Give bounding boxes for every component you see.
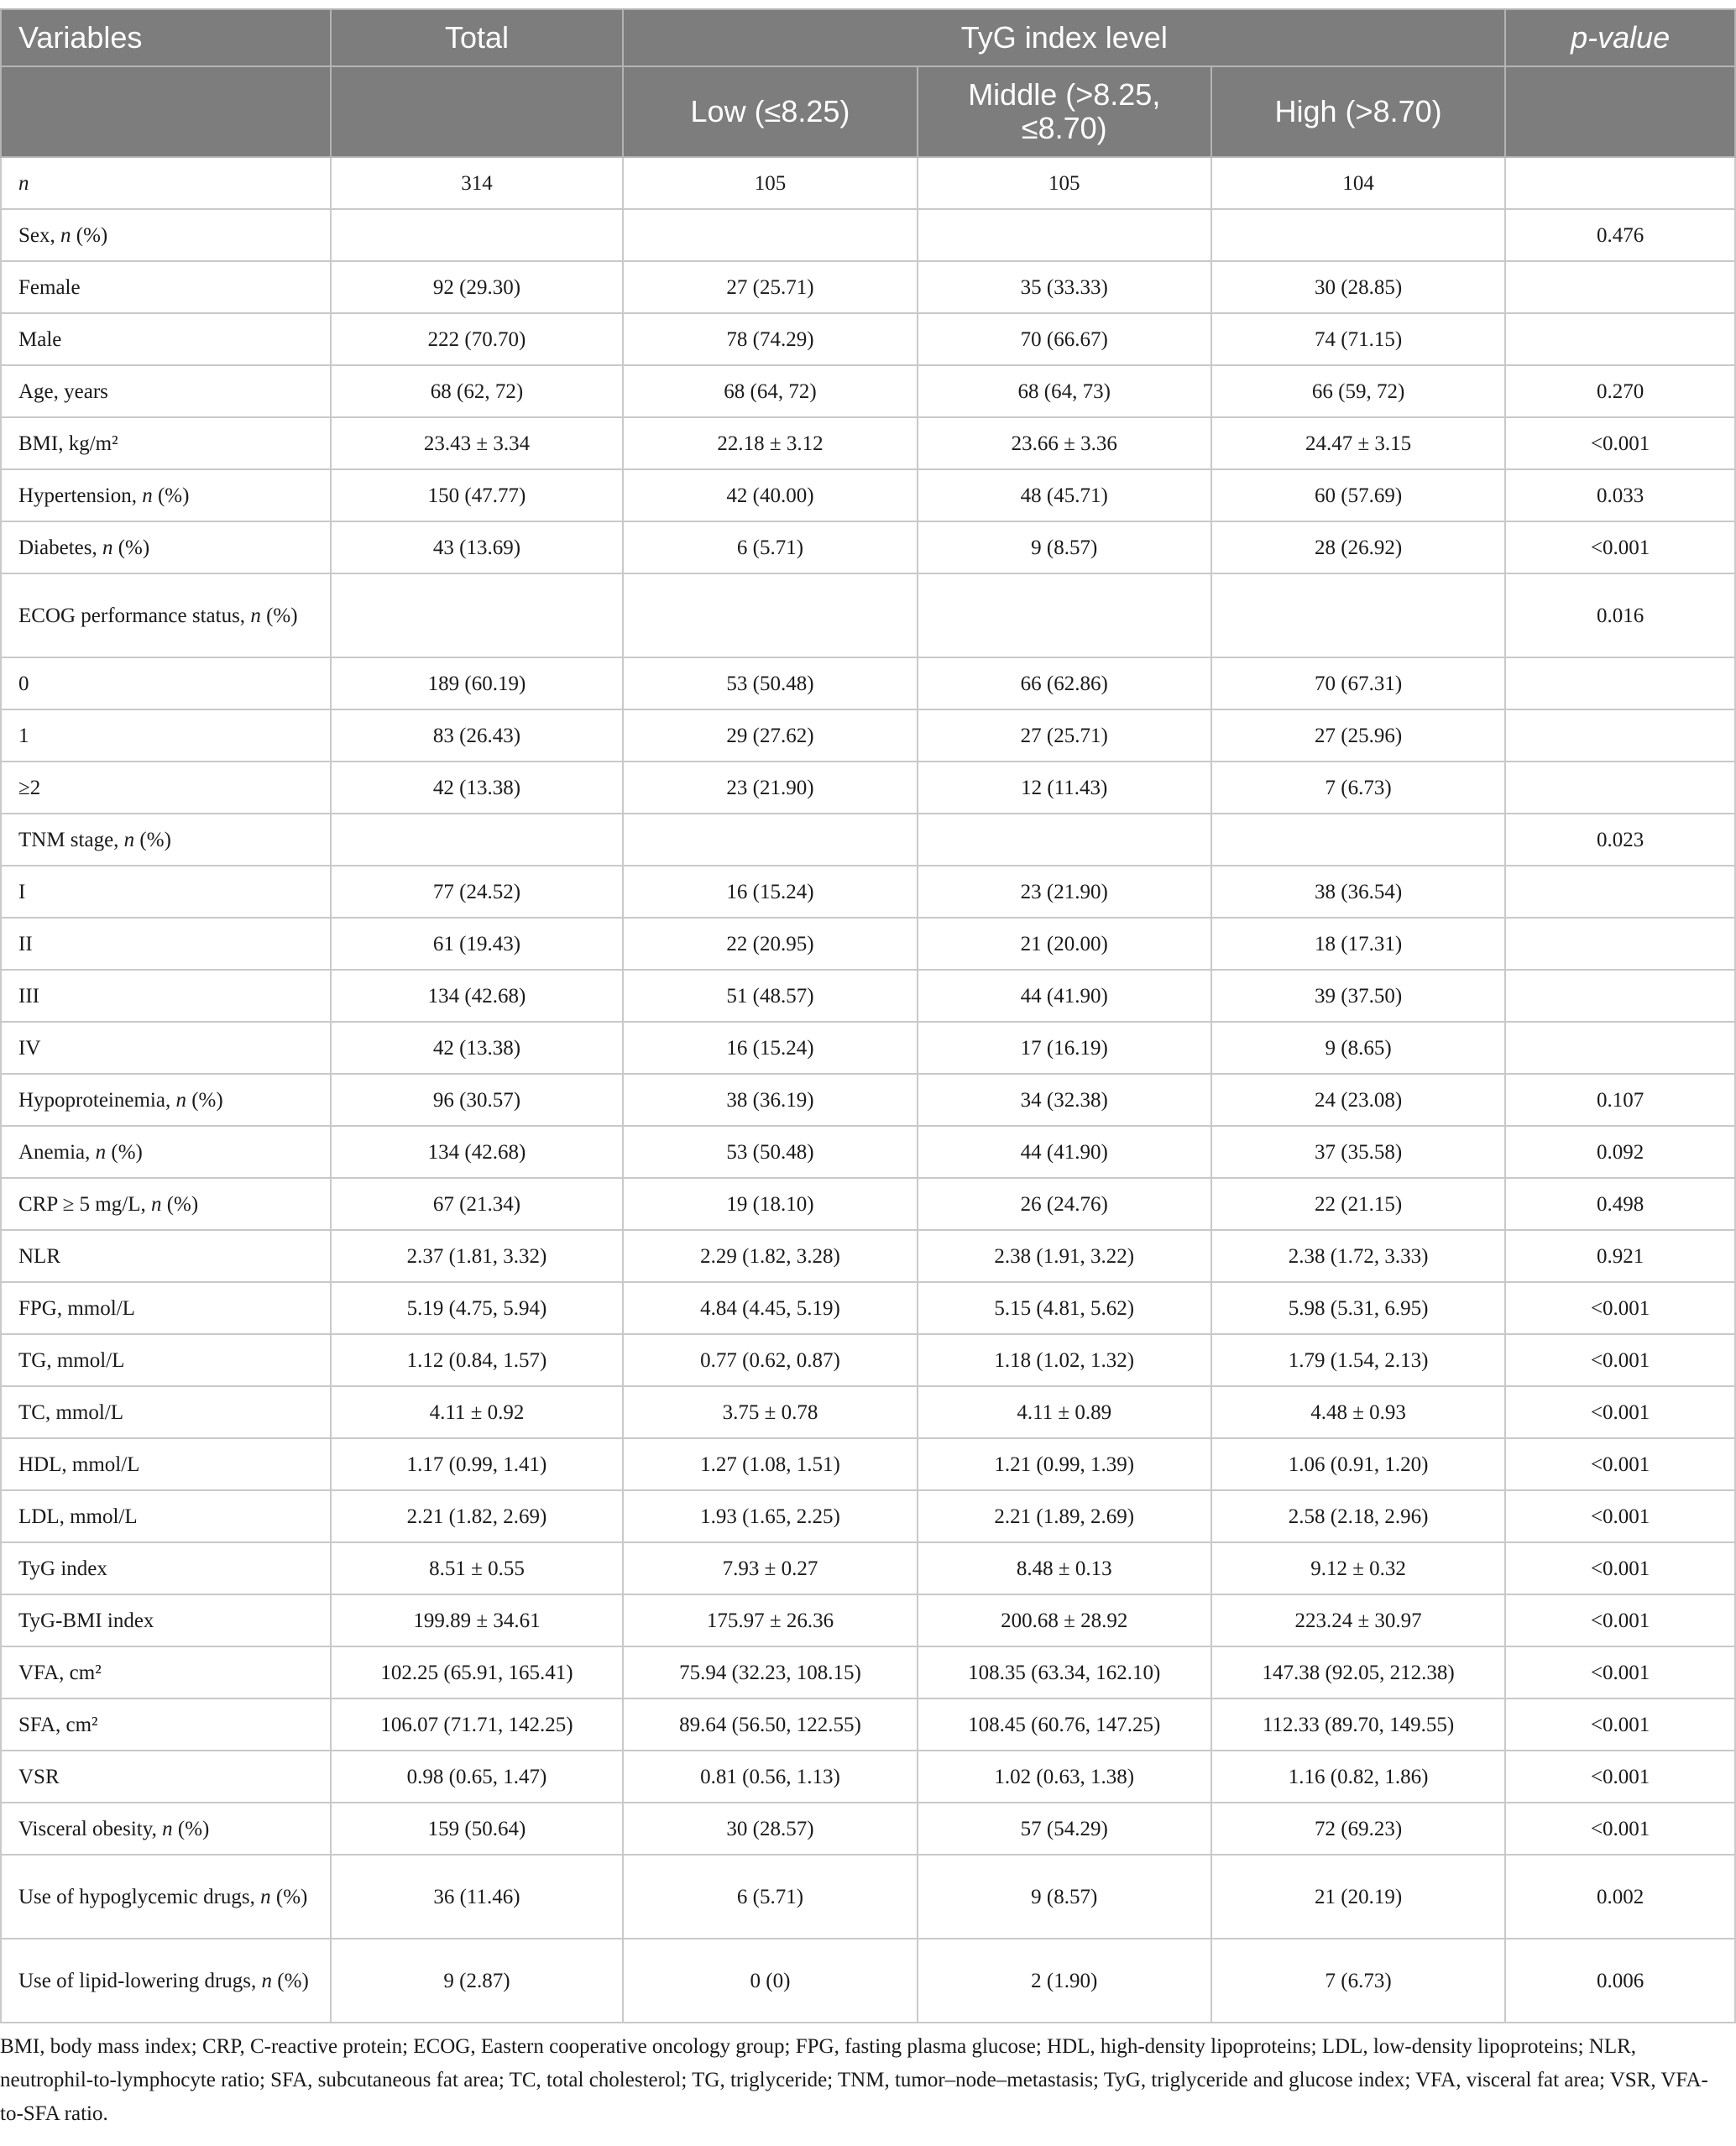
table-row: [1, 1074, 1735, 1126]
cell-high: [1211, 209, 1505, 261]
cell-p: <0.001: [1505, 1594, 1735, 1646]
cell-variable: Male: [1, 313, 331, 365]
cell-total: 9 (2.87): [331, 1939, 624, 2023]
cell-variable: Sex, n (%): [1, 209, 331, 261]
table-row: [1, 1386, 1735, 1438]
cell-variable: 0: [1, 657, 331, 709]
cell-variable: NLR: [1, 1230, 331, 1282]
table-row: [1, 814, 1735, 866]
cell-high: [1211, 814, 1505, 866]
cell-p: <0.001: [1505, 1646, 1735, 1698]
cell-high: 2.58 (2.18, 2.96): [1211, 1490, 1505, 1542]
table-row: [1, 1282, 1735, 1334]
table-row: [1, 417, 1735, 469]
cell-low: 6 (5.71): [623, 521, 917, 573]
cell-middle: 17 (16.19): [918, 1022, 1211, 1074]
table-row: [1, 1490, 1735, 1542]
cell-middle: 108.45 (60.76, 147.25): [918, 1698, 1211, 1751]
header-total: Total: [331, 9, 624, 66]
cell-p: [1505, 918, 1735, 970]
cell-total: 134 (42.68): [331, 970, 624, 1022]
cell-total: 36 (11.46): [331, 1855, 624, 1939]
cell-total: 2.21 (1.82, 2.69): [331, 1490, 624, 1542]
cell-middle: 200.68 ± 28.92: [918, 1594, 1211, 1646]
table-row: [1, 1646, 1735, 1698]
table-row: [1, 1855, 1735, 1939]
header-empty-p: [1505, 66, 1735, 157]
cell-p: 0.476: [1505, 209, 1735, 261]
cell-total: [331, 209, 624, 261]
cell-low: [623, 814, 917, 866]
cell-variable: TC, mmol/L: [1, 1386, 331, 1438]
cell-low: 175.97 ± 26.36: [623, 1594, 917, 1646]
header-low: Low (≤8.25): [623, 66, 917, 157]
cell-total: 43 (13.69): [331, 521, 624, 573]
cell-middle: 23 (21.90): [918, 866, 1211, 918]
cell-low: 16 (15.24): [623, 866, 917, 918]
table-row: [1, 1939, 1735, 2023]
cell-variable: IV: [1, 1022, 331, 1074]
cell-p: [1505, 970, 1735, 1022]
cell-high: 60 (57.69): [1211, 469, 1505, 521]
cell-p: [1505, 762, 1735, 814]
table-row: [1, 1438, 1735, 1490]
cell-middle: 48 (45.71): [918, 469, 1211, 521]
cell-middle: 8.48 ± 0.13: [918, 1542, 1211, 1594]
cell-total: 199.89 ± 34.61: [331, 1594, 624, 1646]
cell-variable: TNM stage, n (%): [1, 814, 331, 866]
cell-low: 19 (18.10): [623, 1178, 917, 1230]
cell-middle: 5.15 (4.81, 5.62): [918, 1282, 1211, 1334]
cell-variable: Visceral obesity, n (%): [1, 1803, 331, 1855]
cell-p: 0.498: [1505, 1178, 1735, 1230]
cell-high: 39 (37.50): [1211, 970, 1505, 1022]
cell-total: 1.12 (0.84, 1.57): [331, 1334, 624, 1386]
table-row: [1, 762, 1735, 814]
header-variables: Variables: [1, 9, 331, 66]
table-row: [1, 365, 1735, 417]
cell-variable: VSR: [1, 1751, 331, 1803]
cell-high: 223.24 ± 30.97: [1211, 1594, 1505, 1646]
cell-total: 42 (13.38): [331, 762, 624, 814]
cell-total: 222 (70.70): [331, 313, 624, 365]
cell-total: 96 (30.57): [331, 1074, 624, 1126]
cell-low: 78 (74.29): [623, 313, 917, 365]
cell-p: 0.107: [1505, 1074, 1735, 1126]
cell-high: 24.47 ± 3.15: [1211, 417, 1505, 469]
cell-variable: HDL, mmol/L: [1, 1438, 331, 1490]
cell-middle: [918, 573, 1211, 657]
cell-low: 105: [623, 157, 917, 209]
cell-high: 147.38 (92.05, 212.38): [1211, 1646, 1505, 1698]
cell-p: 0.092: [1505, 1126, 1735, 1178]
cell-variable: TyG-BMI index: [1, 1594, 331, 1646]
cell-low: 1.27 (1.08, 1.51): [623, 1438, 917, 1490]
cell-total: 4.11 ± 0.92: [331, 1386, 624, 1438]
cell-middle: 26 (24.76): [918, 1178, 1211, 1230]
cell-variable: CRP ≥ 5 mg/L, n (%): [1, 1178, 331, 1230]
cell-low: 89.64 (56.50, 122.55): [623, 1698, 917, 1751]
table-row: [1, 657, 1735, 709]
cell-total: 61 (19.43): [331, 918, 624, 970]
cell-p: <0.001: [1505, 521, 1735, 573]
cell-total: 314: [331, 157, 624, 209]
cell-total: 77 (24.52): [331, 866, 624, 918]
cell-high: [1211, 573, 1505, 657]
cell-middle: 23.66 ± 3.36: [918, 417, 1211, 469]
cell-low: 3.75 ± 0.78: [623, 1386, 917, 1438]
cell-variable: ECOG performance status, n (%): [1, 573, 331, 657]
cell-variable: SFA, cm²: [1, 1698, 331, 1751]
cell-p: <0.001: [1505, 1282, 1735, 1334]
cell-variable: Hypertension, n (%): [1, 469, 331, 521]
table-row: [1, 1698, 1735, 1751]
cell-p: [1505, 866, 1735, 918]
cell-high: 74 (71.15): [1211, 313, 1505, 365]
table-row: [1, 261, 1735, 313]
cell-low: 68 (64, 72): [623, 365, 917, 417]
cell-variable: Female: [1, 261, 331, 313]
table-row: [1, 1542, 1735, 1594]
header-empty-variables: [1, 66, 331, 157]
cell-total: 1.17 (0.99, 1.41): [331, 1438, 624, 1490]
table-row: [1, 469, 1735, 521]
cell-high: 104: [1211, 157, 1505, 209]
cell-p: 0.006: [1505, 1939, 1735, 2023]
cell-middle: 68 (64, 73): [918, 365, 1211, 417]
header-empty-total: [331, 66, 624, 157]
cell-high: 66 (59, 72): [1211, 365, 1505, 417]
cell-middle: 4.11 ± 0.89: [918, 1386, 1211, 1438]
cell-low: 53 (50.48): [623, 657, 917, 709]
cell-total: 8.51 ± 0.55: [331, 1542, 624, 1594]
header-p-value-text: p-value: [1571, 20, 1671, 55]
cell-p: 0.002: [1505, 1855, 1735, 1939]
cell-middle: [918, 814, 1211, 866]
cell-low: [623, 573, 917, 657]
cell-p: <0.001: [1505, 1751, 1735, 1803]
cell-variable: Age, years: [1, 365, 331, 417]
cell-middle: 35 (33.33): [918, 261, 1211, 313]
cell-p: 0.921: [1505, 1230, 1735, 1282]
cell-variable: LDL, mmol/L: [1, 1490, 331, 1542]
cell-middle: 2.38 (1.91, 3.22): [918, 1230, 1211, 1282]
cell-total: 189 (60.19): [331, 657, 624, 709]
cell-p: <0.001: [1505, 1386, 1735, 1438]
cell-low: 4.84 (4.45, 5.19): [623, 1282, 917, 1334]
cell-p: <0.001: [1505, 1438, 1735, 1490]
cell-variable: n: [1, 157, 331, 209]
cell-p: <0.001: [1505, 1490, 1735, 1542]
header-row-2: [1, 66, 1735, 157]
cell-total: 68 (62, 72): [331, 365, 624, 417]
table-row: [1, 1334, 1735, 1386]
cell-low: 42 (40.00): [623, 469, 917, 521]
table-row: [1, 866, 1735, 918]
cell-high: 1.06 (0.91, 1.20): [1211, 1438, 1505, 1490]
table-row: [1, 573, 1735, 657]
table-row: [1, 1230, 1735, 1282]
cell-variable: ≥2: [1, 762, 331, 814]
cell-high: 22 (21.15): [1211, 1178, 1505, 1230]
cell-low: 0.81 (0.56, 1.13): [623, 1751, 917, 1803]
cell-high: 9.12 ± 0.32: [1211, 1542, 1505, 1594]
cell-high: 27 (25.96): [1211, 709, 1505, 762]
cell-total: 159 (50.64): [331, 1803, 624, 1855]
cell-variable: BMI, kg/m²: [1, 417, 331, 469]
header-row-1: [1, 9, 1735, 66]
cell-middle: 1.02 (0.63, 1.38): [918, 1751, 1211, 1803]
cell-low: 75.94 (32.23, 108.15): [623, 1646, 917, 1698]
table-row: [1, 521, 1735, 573]
header-high: High (>8.70): [1211, 66, 1505, 157]
cell-low: 27 (25.71): [623, 261, 917, 313]
cell-p: [1505, 313, 1735, 365]
cell-p: <0.001: [1505, 1542, 1735, 1594]
cell-variable: Hypoproteinemia, n (%): [1, 1074, 331, 1126]
cell-low: 38 (36.19): [623, 1074, 917, 1126]
cell-high: 1.79 (1.54, 2.13): [1211, 1334, 1505, 1386]
cell-high: 21 (20.19): [1211, 1855, 1505, 1939]
cell-p: <0.001: [1505, 1803, 1735, 1855]
cell-low: 30 (28.57): [623, 1803, 917, 1855]
cell-p: <0.001: [1505, 1334, 1735, 1386]
table-row: [1, 1178, 1735, 1230]
cell-variable: TyG index: [1, 1542, 331, 1594]
cell-middle: 57 (54.29): [918, 1803, 1211, 1855]
cell-high: 112.33 (89.70, 149.55): [1211, 1698, 1505, 1751]
cell-high: 18 (17.31): [1211, 918, 1505, 970]
cell-middle: 105: [918, 157, 1211, 209]
cell-p: <0.001: [1505, 1698, 1735, 1751]
cell-high: 30 (28.85): [1211, 261, 1505, 313]
cell-total: 83 (26.43): [331, 709, 624, 762]
cell-low: 16 (15.24): [623, 1022, 917, 1074]
cell-p: <0.001: [1505, 417, 1735, 469]
cell-p: 0.023: [1505, 814, 1735, 866]
cell-variable: Anemia, n (%): [1, 1126, 331, 1178]
cell-high: 4.48 ± 0.93: [1211, 1386, 1505, 1438]
cell-total: 106.07 (71.71, 142.25): [331, 1698, 624, 1751]
cell-variable: III: [1, 970, 331, 1022]
cell-variable: Use of lipid-lowering drugs, n (%): [1, 1939, 331, 2023]
table-row: [1, 209, 1735, 261]
table-body: [1, 157, 1735, 2023]
cell-total: 2.37 (1.81, 3.32): [331, 1230, 624, 1282]
cell-middle: [918, 209, 1211, 261]
cell-high: 7 (6.73): [1211, 762, 1505, 814]
cell-low: 22.18 ± 3.12: [623, 417, 917, 469]
cell-low: 6 (5.71): [623, 1855, 917, 1939]
cell-p: 0.270: [1505, 365, 1735, 417]
cell-high: 38 (36.54): [1211, 866, 1505, 918]
cell-low: 22 (20.95): [623, 918, 917, 970]
header-middle: Middle (>8.25, ≤8.70): [918, 66, 1211, 157]
table-row: [1, 1751, 1735, 1803]
cell-middle: 9 (8.57): [918, 1855, 1211, 1939]
cell-middle: 21 (20.00): [918, 918, 1211, 970]
table-row: [1, 1126, 1735, 1178]
cell-variable: Use of hypoglycemic drugs, n (%): [1, 1855, 331, 1939]
cell-high: 70 (67.31): [1211, 657, 1505, 709]
table-row: [1, 1022, 1735, 1074]
cell-middle: 2.21 (1.89, 2.69): [918, 1490, 1211, 1542]
cell-variable: Diabetes, n (%): [1, 521, 331, 573]
cell-middle: 2 (1.90): [918, 1939, 1211, 2023]
cell-total: 67 (21.34): [331, 1178, 624, 1230]
baseline-characteristics-table: [0, 8, 1736, 2023]
cell-middle: 108.35 (63.34, 162.10): [918, 1646, 1211, 1698]
cell-middle: 1.21 (0.99, 1.39): [918, 1438, 1211, 1490]
header-p-value: [1505, 9, 1735, 66]
cell-high: 5.98 (5.31, 6.95): [1211, 1282, 1505, 1334]
table-row: [1, 157, 1735, 209]
table-row: [1, 709, 1735, 762]
cell-total: 23.43 ± 3.34: [331, 417, 624, 469]
cell-low: 7.93 ± 0.27: [623, 1542, 917, 1594]
cell-p: 0.016: [1505, 573, 1735, 657]
cell-middle: 44 (41.90): [918, 1126, 1211, 1178]
cell-p: [1505, 657, 1735, 709]
cell-low: 29 (27.62): [623, 709, 917, 762]
cell-total: 0.98 (0.65, 1.47): [331, 1751, 624, 1803]
cell-variable: FPG, mmol/L: [1, 1282, 331, 1334]
cell-low: 23 (21.90): [623, 762, 917, 814]
cell-total: 134 (42.68): [331, 1126, 624, 1178]
cell-low: 51 (48.57): [623, 970, 917, 1022]
cell-total: 150 (47.77): [331, 469, 624, 521]
cell-middle: 9 (8.57): [918, 521, 1211, 573]
cell-high: 37 (35.58): [1211, 1126, 1505, 1178]
cell-total: [331, 814, 624, 866]
cell-middle: 66 (62.86): [918, 657, 1211, 709]
cell-middle: 44 (41.90): [918, 970, 1211, 1022]
cell-variable: I: [1, 866, 331, 918]
cell-low: 53 (50.48): [623, 1126, 917, 1178]
cell-high: 72 (69.23): [1211, 1803, 1505, 1855]
cell-variable: TG, mmol/L: [1, 1334, 331, 1386]
cell-high: 9 (8.65): [1211, 1022, 1505, 1074]
table-row: [1, 1594, 1735, 1646]
cell-high: 7 (6.73): [1211, 1939, 1505, 2023]
table-row: [1, 970, 1735, 1022]
cell-middle: 70 (66.67): [918, 313, 1211, 365]
cell-high: 24 (23.08): [1211, 1074, 1505, 1126]
table-row: [1, 313, 1735, 365]
cell-middle: 12 (11.43): [918, 762, 1211, 814]
cell-high: 1.16 (0.82, 1.86): [1211, 1751, 1505, 1803]
cell-p: [1505, 709, 1735, 762]
cell-middle: 34 (32.38): [918, 1074, 1211, 1126]
cell-low: 2.29 (1.82, 3.28): [623, 1230, 917, 1282]
table-row: [1, 918, 1735, 970]
cell-low: 1.93 (1.65, 2.25): [623, 1490, 917, 1542]
cell-low: [623, 209, 917, 261]
cell-middle: 1.18 (1.02, 1.32): [918, 1334, 1211, 1386]
cell-p: [1505, 1022, 1735, 1074]
cell-p: 0.033: [1505, 469, 1735, 521]
cell-high: 28 (26.92): [1211, 521, 1505, 573]
header-tyg-index-level: TyG index level: [623, 9, 1505, 66]
cell-low: 0 (0): [623, 1939, 917, 2023]
cell-variable: II: [1, 918, 331, 970]
cell-p: [1505, 261, 1735, 313]
cell-variable: VFA, cm²: [1, 1646, 331, 1698]
table-row: [1, 1803, 1735, 1855]
cell-total: 92 (29.30): [331, 261, 624, 313]
cell-variable: 1: [1, 709, 331, 762]
cell-total: 42 (13.38): [331, 1022, 624, 1074]
cell-middle: 27 (25.71): [918, 709, 1211, 762]
table-footnote: BMI, body mass index; CRP, C-reactive protein; ECOG, Eastern cooperative oncology group; FPG, fasting plasma glucose; HDL, high-density lipoproteins; LDL, low-density lipoproteins; NLR, neutrophil-to-lymphocyte ratio; SFA, subcutaneous fat area; TC, total cholesterol; TG, triglyceride; TNM, tumor–node–metastasis; TyG, triglyceride and glucose index; VFA, visceral fat area; VSR, VFA-to-SFA ratio.: [0, 2035, 1708, 2125]
cell-p: [1505, 157, 1735, 209]
cell-total: [331, 573, 624, 657]
cell-high: 2.38 (1.72, 3.33): [1211, 1230, 1505, 1282]
cell-total: 5.19 (4.75, 5.94): [331, 1282, 624, 1334]
cell-low: 0.77 (0.62, 0.87): [623, 1334, 917, 1386]
cell-total: 102.25 (65.91, 165.41): [331, 1646, 624, 1698]
